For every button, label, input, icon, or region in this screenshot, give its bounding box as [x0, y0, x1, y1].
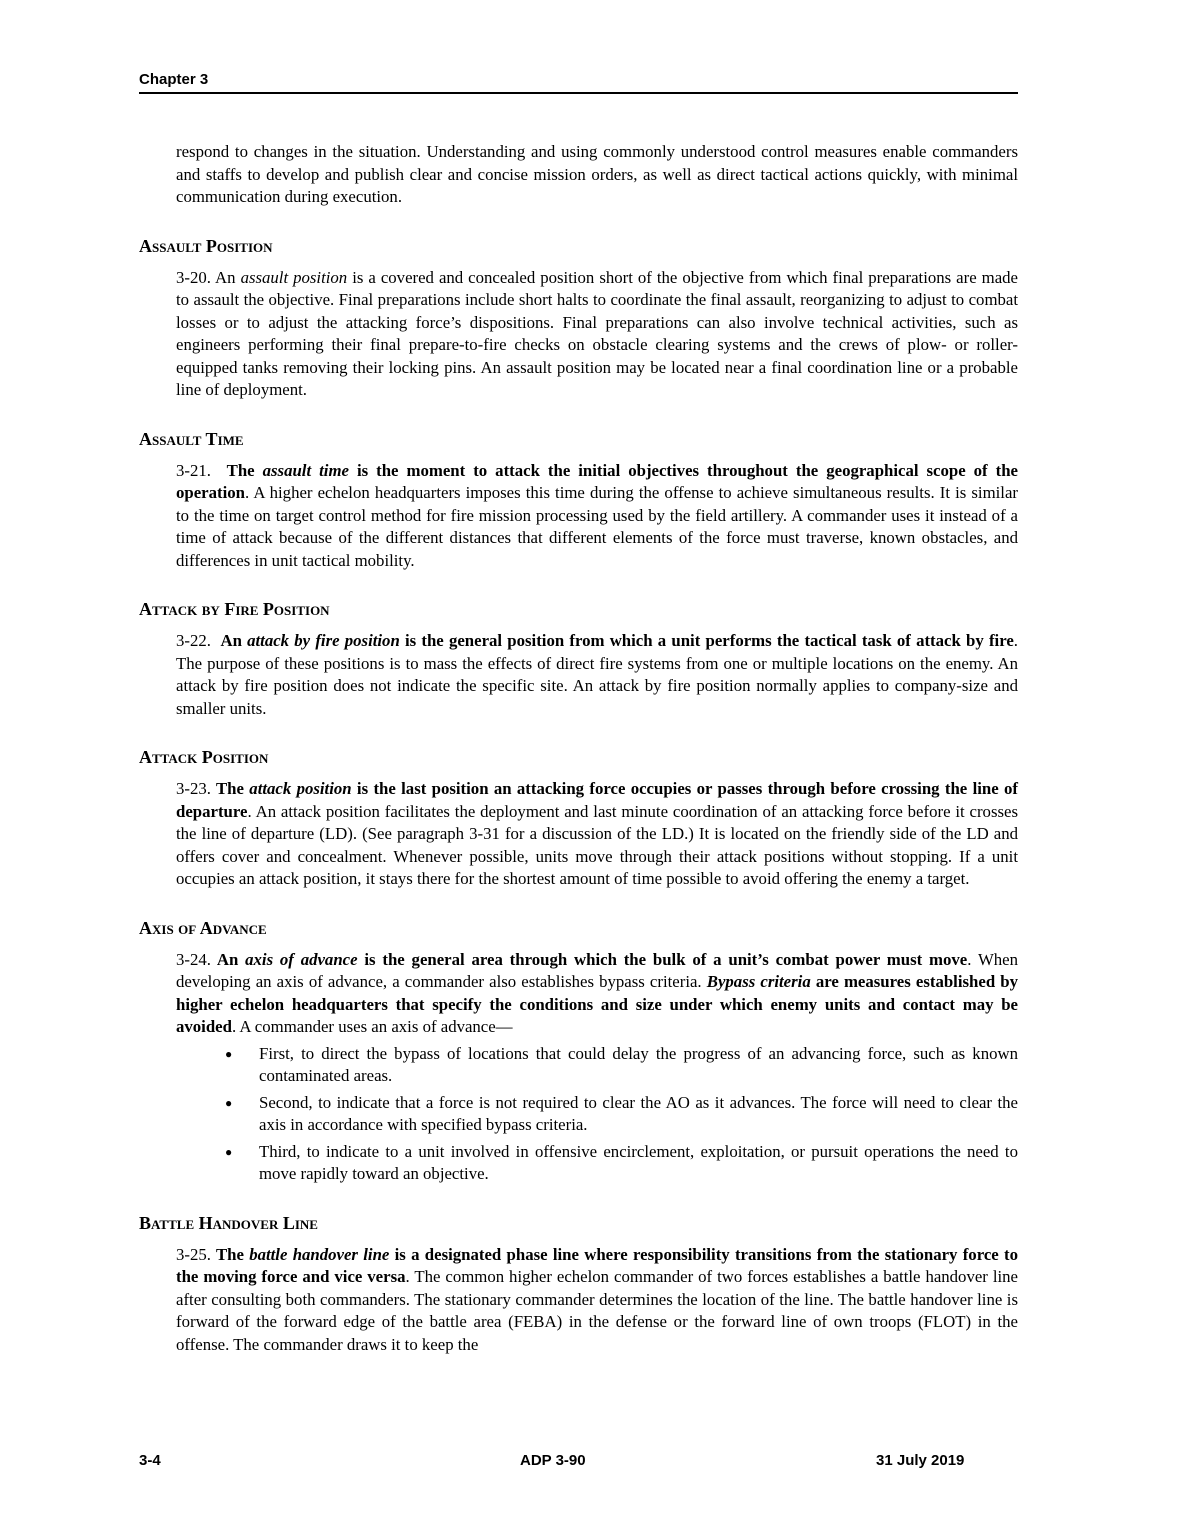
paragraph-text: is the moment to attack the initial objectives throughout the geographical scope of the operation [176, 460, 1023, 502]
defined-term: attack position [249, 779, 352, 798]
section-gap [139, 720, 1018, 746]
section-heading: Axis of Advance [139, 917, 267, 938]
footer-page-number: 3-4 [139, 1452, 161, 1469]
paragraph-text: are measures established by higher echelon headquarters that specify the conditions and size under which enemy units and contact may be avoided [176, 972, 1023, 1036]
section-heading: Attack by Fire Position [139, 599, 330, 619]
paragraph-text: is the general position from which a unit performs the tactical task of attack by fire [399, 631, 1014, 650]
section-paragraph [176, 778, 1023, 891]
defined-term: assault position [240, 267, 348, 287]
section-paragraph [176, 267, 1023, 402]
paragraph-number: 3-20. [176, 267, 211, 287]
paragraph-text: The [210, 1244, 250, 1264]
section-gap [139, 939, 1018, 949]
section-heading: Attack Position [139, 747, 269, 767]
bullet-item: ● Third, to indicate to a unit involved in offensive encirclement, exploitation, or pursuit operations the need to move rapidly toward an objective. [259, 1141, 1018, 1186]
paragraph-text: An [210, 267, 241, 287]
paragraph-text: . A commander uses an axis of advance— [231, 1017, 513, 1036]
paragraph-text: . An attack position facilitates the deployment and last minute coordination of an attacking force before it crosses the line of departure (LD). (See paragraph 3-31 for a discussion of the LD.) It is located on the friendly side of the LD and offers cover and concealment. Whenever possible, units move through their attack positions without stopping. If a unit occupies an attack position, it stays there for the shortest amount of time possible to avoid offering the enemy a target. [176, 801, 1023, 888]
section-gap [139, 402, 1018, 428]
bullet-item: ● Second, to indicate that a force is not required to clear the AO as it advances. The force will need to clear the axis in accordance with specified bypass criteria. [259, 1092, 1018, 1137]
header-rule [139, 92, 1018, 94]
defined-term: attack by fire position [247, 631, 400, 650]
section-heading: Assault Position [139, 235, 273, 256]
section-paragraph [176, 1244, 1023, 1357]
bullet-item: ● First, to direct the bypass of locations that could delay the progress of an advancing force, such as known contaminated areas. [259, 1043, 1018, 1088]
intro-paragraph: respond to changes in the situation. Understanding and using commonly understood control measures enable commanders and staffs to develop and publish clear and concise mission orders, as well as direct tactical actions quickly, with minimal communication during execution. [176, 142, 1018, 206]
defined-term: Bypass criteria [706, 972, 811, 991]
chapter-header: Chapter 3 [139, 71, 209, 88]
bullet-list [139, 1043, 1018, 1186]
paragraph-number: 3-23. [176, 779, 211, 798]
section-gap [139, 572, 1018, 598]
defined-term: axis of advance [245, 949, 358, 969]
paragraph-text: The [210, 779, 250, 798]
paragraph-text: . The common higher echelon commander of two forces establishes a battle handover line after consulting both commanders. The stationary commander determines the location of the line. The battle handover line is forward of the forward edge of the battle area (FEBA) in the defense or the forward line of own troops (FLOT) in the offense. The commander draws it to keep the [176, 1267, 1023, 1354]
paragraph-text: . When developing an axis of advance, a commander also establishes bypass criteria. [176, 949, 1023, 991]
section-gap [139, 891, 1018, 917]
paragraph-text: The [210, 460, 263, 480]
section-heading: Assault Time [139, 428, 244, 449]
section-heading: Battle Handover Line [139, 1212, 318, 1233]
paragraph-text: is a covered and concealed position short of the objective from which final preparations are made to assault the objective. Final preparations include short halts to coordinate the final assault, reorganizing to adjust to combat losses or to adjust the attacking force’s dispositions. Final preparations can also involve technical activities, such as engineers performing their final prepare-to-fire checks on obstacle clearing systems and the crews of plow- or roller-equipped tanks removing their locking pins. An assault position may be located near a final coordination line or a probable line of deployment. [176, 267, 1023, 399]
paragraph-number: 3-25. [176, 1244, 211, 1264]
document-body [139, 141, 1023, 1356]
defined-term: battle handover line [249, 1244, 390, 1264]
footer-publication: ADP 3-90 [520, 1452, 586, 1469]
paragraph-text: is the general area through which the bulk of a unit’s combat power must move [357, 949, 968, 969]
paragraph-number: 3-21. [176, 460, 211, 480]
section-gap [139, 209, 1018, 235]
paragraph-number: 3-24. [176, 949, 211, 969]
paragraph-number: 3-22. [176, 631, 211, 650]
paragraph-text: . The purpose of these positions is to mass the effects of direct fire systems from one or multiple locations on the enemy. An attack by fire position does not indicate the specific site. An attack by fire position normally applies to company-size and smaller units. [176, 631, 1023, 718]
section-gap [139, 450, 1018, 460]
paragraph-text: . A higher echelon headquarters imposes this time during the offense to achieve simultaneous results. It is similar to the time on target control method for fire mission processing used by the field artillery. A commander uses it instead of a time of attack because of the different distances that different elements of the force must traverse, known obstacles, and differences in unit tactical mobility. [176, 483, 1023, 570]
paragraph-text: is a designated phase line where responsibility transitions from the stationary force to the moving force and vice versa [176, 1244, 1023, 1286]
footer-date: 31 July 2019 [876, 1452, 965, 1469]
section-gap [139, 257, 1018, 267]
sections-container [139, 209, 1023, 1357]
section-gap [139, 620, 1018, 630]
section-paragraph [176, 460, 1023, 573]
section-paragraph [176, 949, 1023, 1039]
paragraph-text: An [210, 949, 246, 969]
section-gap [139, 1234, 1018, 1244]
paragraph-text: An [210, 631, 248, 650]
section-paragraph [176, 630, 1023, 720]
section-gap [139, 1186, 1018, 1212]
defined-term: assault time [262, 460, 349, 480]
paragraph-text: is the last position an attacking force occupies or passes through before crossing the line of departure [176, 779, 1023, 821]
section-gap [139, 768, 1018, 778]
